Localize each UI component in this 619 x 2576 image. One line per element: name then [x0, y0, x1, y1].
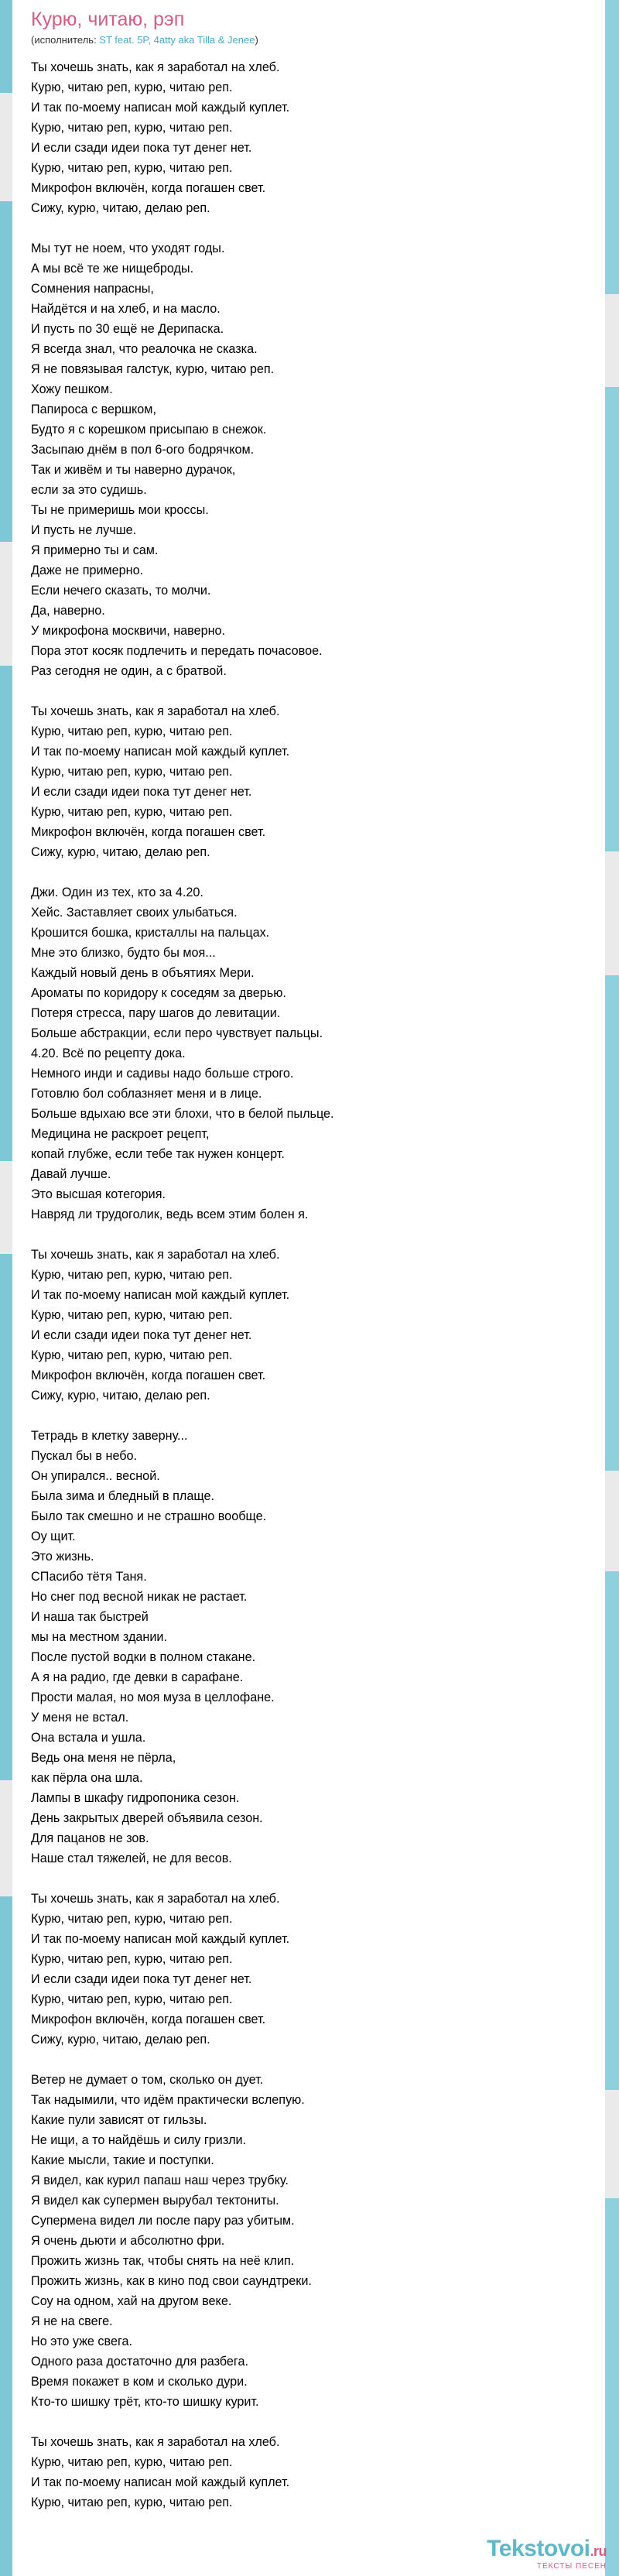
lyric-line: Я видел, как курил папаш наш через трубку.	[31, 2174, 289, 2187]
lyric-line: Потеря стресса, пару шагов до левитации.	[31, 1006, 281, 1020]
lyric-line: Медицина не раскроет рецепт,	[31, 1127, 210, 1141]
lyric-line: И если сзади идеи пока тут денег нет.	[31, 1328, 252, 1342]
lyric-line: Была зима и бледный в плаще.	[31, 1489, 214, 1503]
lyrics-page	[31, 8, 588, 2513]
lyric-line: Микрофон включён, когда погашен свет.	[31, 825, 266, 839]
lyric-line: И если сзади идеи пока тут денег нет.	[31, 1972, 252, 1986]
lyric-line: Так и живём и ты наверно дурачок,	[31, 463, 236, 477]
lyric-line: Не ищи, а то найдёшь и силу гризли.	[31, 2133, 247, 2147]
lyric-line: И так по-моему написан мой каждый куплет.	[31, 1932, 290, 1946]
lyric-line: мы на местном здании.	[31, 1630, 167, 1644]
lyric-line: Он упирался.. весной.	[31, 1469, 160, 1483]
stanza-gap	[31, 2050, 588, 2070]
stanza-gap	[31, 218, 588, 238]
lyric-line: Я не на свеге.	[31, 2314, 113, 2328]
logo-wordmark	[487, 2537, 607, 2564]
lyric-line: Готовлю бол соблазняет меня и в лице.	[31, 1087, 262, 1101]
lyric-line: Так надымили, что идём практически вслепую.	[31, 2093, 305, 2107]
lyric-line: Мы тут не ноем, что уходят годы.	[31, 242, 225, 255]
lyric-line: Это высшая котегория.	[31, 1187, 166, 1201]
lyric-line: Каждый новый день в объятиях Мери.	[31, 966, 255, 980]
lyric-line: Микрофон включён, когда погашен свет.	[31, 1368, 266, 1382]
lyric-line: Одного раза достаточно для разбега.	[31, 2355, 248, 2369]
lyric-line: Ты хочешь знать, как я заработал на хлеб.	[31, 704, 280, 718]
stanza-gap	[31, 862, 588, 882]
lyric-line: Было так смешно и не страшно вообще.	[31, 1509, 267, 1523]
lyric-line: И пусть по 30 ещё не Дерипаска.	[31, 322, 224, 336]
lyric-line: И так по-моему написан мой каждый куплет.	[31, 745, 290, 759]
lyric-line: Больше вдыхаю все эти блохи, что в белой пыльце.	[31, 1107, 334, 1121]
lyric-line: Сижу, курю, читаю, делаю реп.	[31, 2033, 210, 2047]
song-title: Курю, читаю, рэп	[31, 9, 185, 30]
lyric-line: Курю, читаю реп, курю, читаю реп.	[31, 1308, 233, 1322]
right-stripe-band	[605, 1471, 619, 1571]
lyric-line: Курю, читаю реп, курю, читаю реп.	[31, 1992, 233, 2006]
lyric-line: копай глубже, если тебе так нужен концерт.	[31, 1147, 285, 1161]
lyric-line: Раз сегодня не один, а с братвой.	[31, 664, 227, 678]
lyric-line: Кто-то шишку трёт, кто-то шишку курит.	[31, 2395, 259, 2409]
lyric-line: День закрытых дверей объявила сезон.	[31, 1811, 263, 1825]
lyric-line: Микрофон включён, когда погашен свет.	[31, 181, 266, 195]
lyric-line: Крошится бошка, кристаллы на пальцах.	[31, 926, 270, 940]
lyric-line: У микрофона москвичи, наверно.	[31, 624, 226, 638]
lyric-line: Для пацанов не зов.	[31, 1831, 149, 1845]
stanza-gap	[31, 1225, 588, 1245]
lyric-line: И если сзади идеи пока тут денег нет.	[31, 785, 252, 799]
lyric-line: Супермена видел ли после пару раз убитым.	[31, 2214, 295, 2228]
lyric-line: Ты хочешь знать, как я заработал на хлеб.	[31, 1248, 280, 1262]
lyric-line: Сижу, курю, читаю, делаю реп.	[31, 1389, 210, 1403]
lyric-line: И так по-моему написан мой каждый куплет.	[31, 101, 290, 115]
lyric-line: Да, наверно.	[31, 604, 105, 618]
lyric-line: Но снег под весной никак не растает.	[31, 1590, 248, 1604]
lyric-line: Мне это близко, будто бы моя...	[31, 946, 216, 960]
lyric-line: Сомнения напрасны,	[31, 282, 154, 296]
lyric-line: Даже не примерно.	[31, 564, 144, 577]
lyrics-text	[31, 57, 588, 2513]
lyric-line: После пустой водки в полном стакане.	[31, 1650, 256, 1664]
lyric-line: Я не повязывая галстук, курю, читаю реп.	[31, 362, 275, 376]
lyric-line: Пускал бы в небо.	[31, 1449, 138, 1463]
lyric-line: Какие мысли, такие и поступки.	[31, 2153, 214, 2167]
lyric-line: Это жизнь.	[31, 1550, 94, 1564]
left-stripe-band	[0, 1161, 12, 1254]
lyric-line: Тетрадь в клетку заверну...	[31, 1429, 188, 1443]
lyric-line: Ты хочешь знать, как я заработал на хлеб.	[31, 2435, 280, 2449]
lyric-line: Лампы в шкафу гидропоника сезон.	[31, 1791, 240, 1805]
lyric-line: Прости малая, но моя муза в целлофане.	[31, 1690, 275, 1704]
lyric-line: Прожить жизнь, как в кино под свои саундтреки.	[31, 2274, 312, 2288]
left-stripe-band	[0, 542, 12, 666]
lyric-line: Курю, читаю реп, курю, читаю реп.	[31, 2496, 233, 2509]
lyric-line: Курю, читаю реп, курю, читаю реп.	[31, 1952, 233, 1966]
lyric-line: Ты хочешь знать, как я заработал на хлеб.	[31, 60, 280, 74]
lyric-line: Я видел как супермен вырубал тектониты.	[31, 2194, 279, 2208]
lyric-line: И так по-моему написан мой каждый куплет.	[31, 2475, 290, 2489]
lyric-line: Ты не примеришь мои кроссы.	[31, 503, 209, 517]
lyric-line: Хейс. Заставляет своих улыбаться.	[31, 906, 238, 920]
lyric-line: 4.20. Всё по рецепту дока.	[31, 1046, 186, 1060]
left-stripe-band	[0, 1780, 12, 1896]
lyric-line: Курю, читаю реп, курю, читаю реп.	[31, 1268, 233, 1282]
lyric-line: Сижу, курю, читаю, делаю реп.	[31, 201, 210, 215]
site-logo[interactable]	[487, 2537, 607, 2571]
lyric-line: У меня не встал.	[31, 1711, 129, 1725]
lyric-line: А мы всё те же нищеброды.	[31, 262, 194, 276]
lyric-line: СПасибо тётя Таня.	[31, 1570, 147, 1584]
lyric-line: Если нечего сказать, то молчи.	[31, 584, 211, 598]
logo-tagline: ТЕКСТЫ ПЕСЕН	[536, 2562, 607, 2571]
lyric-line: Навряд ли трудоголик, ведь всем этим болен я.	[31, 1208, 309, 1221]
right-stripe-band	[605, 294, 619, 387]
lyric-line: Курю, читаю реп, курю, читаю реп.	[31, 1912, 233, 1926]
left-stripe-band	[0, 93, 12, 201]
lyric-line: Курю, читаю реп, курю, читаю реп.	[31, 2455, 233, 2469]
lyric-line: Немного инди и садивы надо больше строго.	[31, 1067, 294, 1081]
lyric-line: если за это судишь.	[31, 483, 147, 497]
performer-prefix: (исполнитель:	[31, 34, 100, 46]
lyric-line: И так по-моему написан мой каждый куплет.	[31, 1288, 290, 1302]
performer-line	[31, 34, 588, 46]
lyric-line: Но это уже свега.	[31, 2334, 132, 2348]
lyric-line: Ветер не думает о том, сколько он дует.	[31, 2073, 264, 2087]
lyric-line: Курю, читаю реп, курю, читаю реп.	[31, 80, 233, 94]
lyric-line: Наше стал тяжелей, не для весов.	[31, 1852, 232, 1865]
lyric-line: Больше абстракции, если перо чувствует пальцы.	[31, 1026, 323, 1040]
lyric-line: Сижу, курю, читаю, делаю реп.	[31, 845, 210, 859]
lyric-line: Ароматы по коридору к соседям за дверью.	[31, 986, 286, 1000]
lyric-line: Прожить жизнь так, чтобы снять на неё клип.	[31, 2254, 295, 2268]
lyric-line: Оу щит.	[31, 1530, 76, 1543]
lyric-line: Хожу пешком.	[31, 382, 113, 396]
lyric-line: Микрофон включён, когда погашен свет.	[31, 2012, 266, 2026]
lyric-line: И если сзади идеи пока тут денег нет.	[31, 141, 252, 155]
lyric-line: А я на радио, где девки в сарафане.	[31, 1670, 244, 1684]
stanza-gap	[31, 1869, 588, 1889]
stanza-gap	[31, 1406, 588, 1426]
lyric-line: Засыпаю днём в пол 6-ого бодрячком.	[31, 443, 255, 457]
stanza-gap	[31, 2412, 588, 2432]
right-stripe-band	[605, 2090, 619, 2198]
lyric-line: Соу на одном, хай на другом веке.	[31, 2294, 232, 2308]
performer-link[interactable]: ST feat. 5P, 4atty aka Tilla & Jenee	[99, 34, 255, 46]
lyric-line: Время покажет в ком и сколько дури.	[31, 2375, 248, 2389]
lyric-line: Курю, читаю реп, курю, читаю реп.	[31, 765, 233, 779]
lyric-line: Какие пули зависят от гильзы.	[31, 2113, 207, 2127]
lyric-line: Давай лучше.	[31, 1167, 111, 1181]
logo-name: Tekstovoi	[487, 2536, 590, 2561]
lyric-line: Курю, читаю реп, курю, читаю реп.	[31, 121, 233, 135]
stanza-gap	[31, 681, 588, 701]
lyric-line: Будто я с корешком присыпаю в снежок.	[31, 423, 267, 437]
lyric-line: И наша так быстрей	[31, 1610, 149, 1624]
lyric-line: Я очень дьюти и абсолютно фри.	[31, 2234, 225, 2248]
lyric-line: Папироса с вершком,	[31, 402, 156, 416]
lyric-line: Курю, читаю реп, курю, читаю реп.	[31, 1348, 233, 1362]
lyric-line: Курю, читаю реп, курю, читаю реп.	[31, 724, 233, 738]
lyric-line: Ведь она меня не пёрла,	[31, 1751, 176, 1765]
lyric-line: Она встала и ушла.	[31, 1731, 146, 1745]
lyric-line: как пёрла она шла.	[31, 1771, 143, 1785]
lyric-line: Я всегда знал, что реалочка не сказка.	[31, 342, 258, 356]
lyric-line: Ты хочешь знать, как я заработал на хлеб.	[31, 1892, 280, 1906]
performer-suffix: )	[255, 34, 258, 46]
lyric-line: Курю, читаю реп, курю, читаю реп.	[31, 161, 233, 175]
lyric-line: И пусть не лучше.	[31, 523, 137, 537]
lyric-line: Я примерно ты и сам.	[31, 543, 159, 557]
logo-tld: .ru	[590, 2543, 607, 2559]
lyric-line: Найдётся и на хлеб, и на масло.	[31, 302, 221, 316]
lyric-line: Джи. Один из тех, кто за 4.20.	[31, 886, 203, 899]
lyric-line: Пора этот косяк подлечить и передать почасовое.	[31, 644, 323, 658]
right-stripe-band	[605, 851, 619, 975]
lyric-line: Курю, читаю реп, курю, читаю реп.	[31, 805, 233, 819]
